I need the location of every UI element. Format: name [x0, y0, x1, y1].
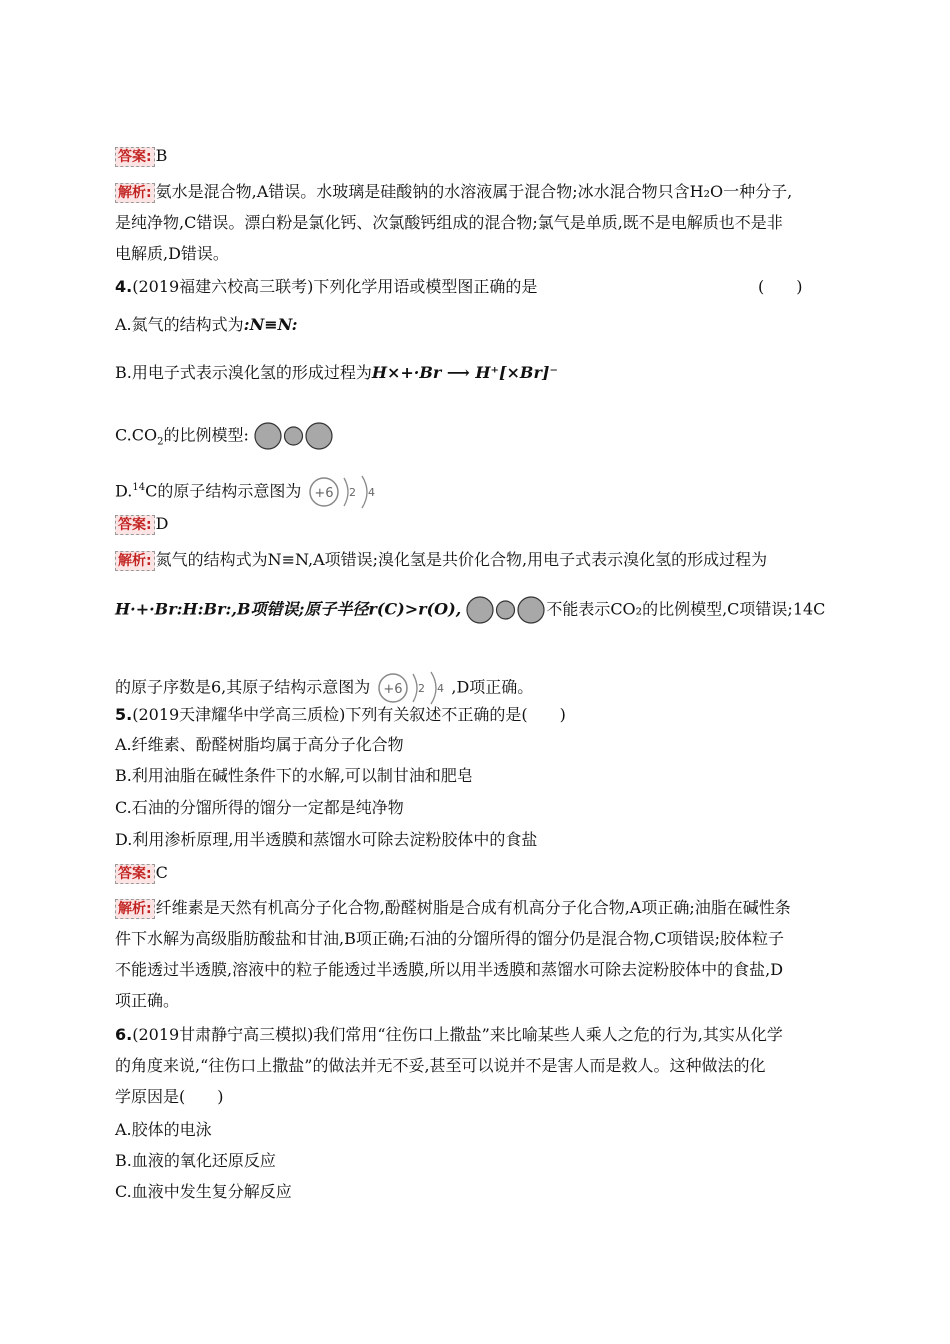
q3-answer-line	[115, 145, 167, 167]
q6-stem-line-2: 的角度来说,“往伤口上撒盐”的做法并无不妥,甚至可以说并不是害人而是救人。这种做法的化	[115, 1056, 766, 1075]
q5-number: 5.	[115, 705, 133, 724]
q4-option-c: $C.CO_2$的比例模型:	[115, 420, 334, 454]
svg-text:+6: +6	[383, 682, 403, 697]
n2-structural-formula: :N≡N:	[243, 315, 298, 334]
q6-stem-line-3: 学原因是( )	[115, 1087, 224, 1106]
q3-analysis-line-3: 电解质,D错误。	[115, 244, 229, 263]
q4-answer-line	[115, 513, 168, 535]
q5-answer-line	[115, 862, 168, 884]
answer-tag: 答案:	[115, 864, 155, 884]
answer-tag: 答案:	[115, 147, 155, 167]
c14-atomic-structure-diagram	[375, 668, 451, 708]
co2-space-filling-model	[466, 594, 546, 626]
q5-stem: 5.(2019天津耀华中学高三质检)下列有关叙述不正确的是( )	[115, 705, 566, 724]
q3-answer: B	[155, 146, 168, 165]
q4-option-a: A.氮气的结构式为:N≡N:	[115, 315, 298, 334]
co2-space-filling-model	[254, 420, 334, 452]
q6-option-b: B.血液的氧化还原反应	[115, 1151, 276, 1170]
q4-analysis-line-2: H·+·Br:H:Br:,B项错误;原子半径r(C)>r(O), 不能表示CO₂的比例模型,C项错误;14C	[115, 594, 825, 626]
atom-shell-1: 2	[349, 486, 357, 499]
analysis-tag: 解析:	[115, 183, 155, 203]
atom-shell-2: 4	[368, 486, 376, 499]
q5-answer: C	[155, 863, 168, 882]
q4-number: 4.	[115, 277, 133, 296]
analysis-tag: 解析:	[115, 551, 155, 571]
q4-option-b: B.用电子式表示溴化氢的形成过程为H×+·Br ⟶ H⁺[×Br]⁻	[115, 363, 558, 382]
answer-tag: 答案:	[115, 515, 155, 535]
q5-option-c: C.石油的分馏所得的馏分一定都是纯净物	[115, 798, 404, 817]
q4-analysis-line-3: 的原子序数是6,其原子结构示意图为 +6 2 4 ,D项正确。	[115, 668, 533, 708]
q5-option-a: A.纤维素、酚醛树脂均属于高分子化合物	[115, 735, 404, 754]
q3-analysis-line-1: 解析: 氨水是混合物,A错误。水玻璃是硅酸钠的水溶液属于混合物;冰水混合物只含H₂O一种分子,	[115, 181, 792, 203]
c14-atomic-structure-diagram	[306, 472, 382, 512]
q4-option-d: D.$^{14}$C的原子结构示意图为 +6 2 4	[115, 472, 382, 512]
svg-text:4: 4	[437, 682, 445, 695]
q5-analysis-line-2: 件下水解为高级脂肪酸盐和甘油,B项正确;石油的分馏所得的馏分仍是混合物,C项错误;胶体粒子	[115, 929, 784, 948]
q4-answer: D	[155, 514, 169, 533]
q4-analysis-line-1: 解析: 氮气的结构式为N≡N,A项错误;溴化氢是共价化合物,用电子式表示溴化氢的形成过程为	[115, 549, 767, 571]
q5-analysis-line-3: 不能透过半透膜,溶液中的粒子能透过半透膜,所以用半透膜和蒸馏水可除去淀粉胶体中的食盐,D	[115, 960, 784, 979]
q3-analysis-line-2: 是纯净物,C错误。漂白粉是氯化钙、次氯酸钙组成的混合物;氯气是单质,既不是电解质也不是非	[115, 213, 783, 232]
atom-nucleus: +6	[314, 486, 335, 501]
q5-option-b: B.利用油脂在碱性条件下的水解,可以制甘油和肥皂	[115, 766, 473, 785]
svg-text:2: 2	[418, 682, 426, 695]
q5-analysis-line-1: 解析: 纤维素是天然有机高分子化合物,酚醛树脂是合成有机高分子化合物,A项正确;油脂在碱性条	[115, 897, 791, 919]
q6-stem-line-1: 6.(2019甘肃静宁高三模拟)我们常用“往伤口上撒盐”来比喻某些人乘人之危的行为,其实从化学	[115, 1025, 783, 1044]
q5-analysis-line-4: 项正确。	[115, 991, 180, 1010]
hbr-formation-formula: H×+·Br ⟶ H⁺[×Br]⁻	[371, 363, 558, 382]
q4-paren: ( )	[758, 277, 803, 296]
analysis-tag: 解析:	[115, 899, 155, 919]
q4-stem: 4.(2019福建六校高三联考)下列化学用语或模型图正确的是 ( )	[115, 277, 803, 296]
q5-option-d: D.利用渗析原理,用半透膜和蒸馏水可除去淀粉胶体中的食盐	[115, 830, 538, 849]
q6-option-c: C.血液中发生复分解反应	[115, 1182, 292, 1201]
q6-option-a: A.胶体的电泳	[115, 1120, 212, 1139]
q6-number: 6.	[115, 1025, 133, 1044]
